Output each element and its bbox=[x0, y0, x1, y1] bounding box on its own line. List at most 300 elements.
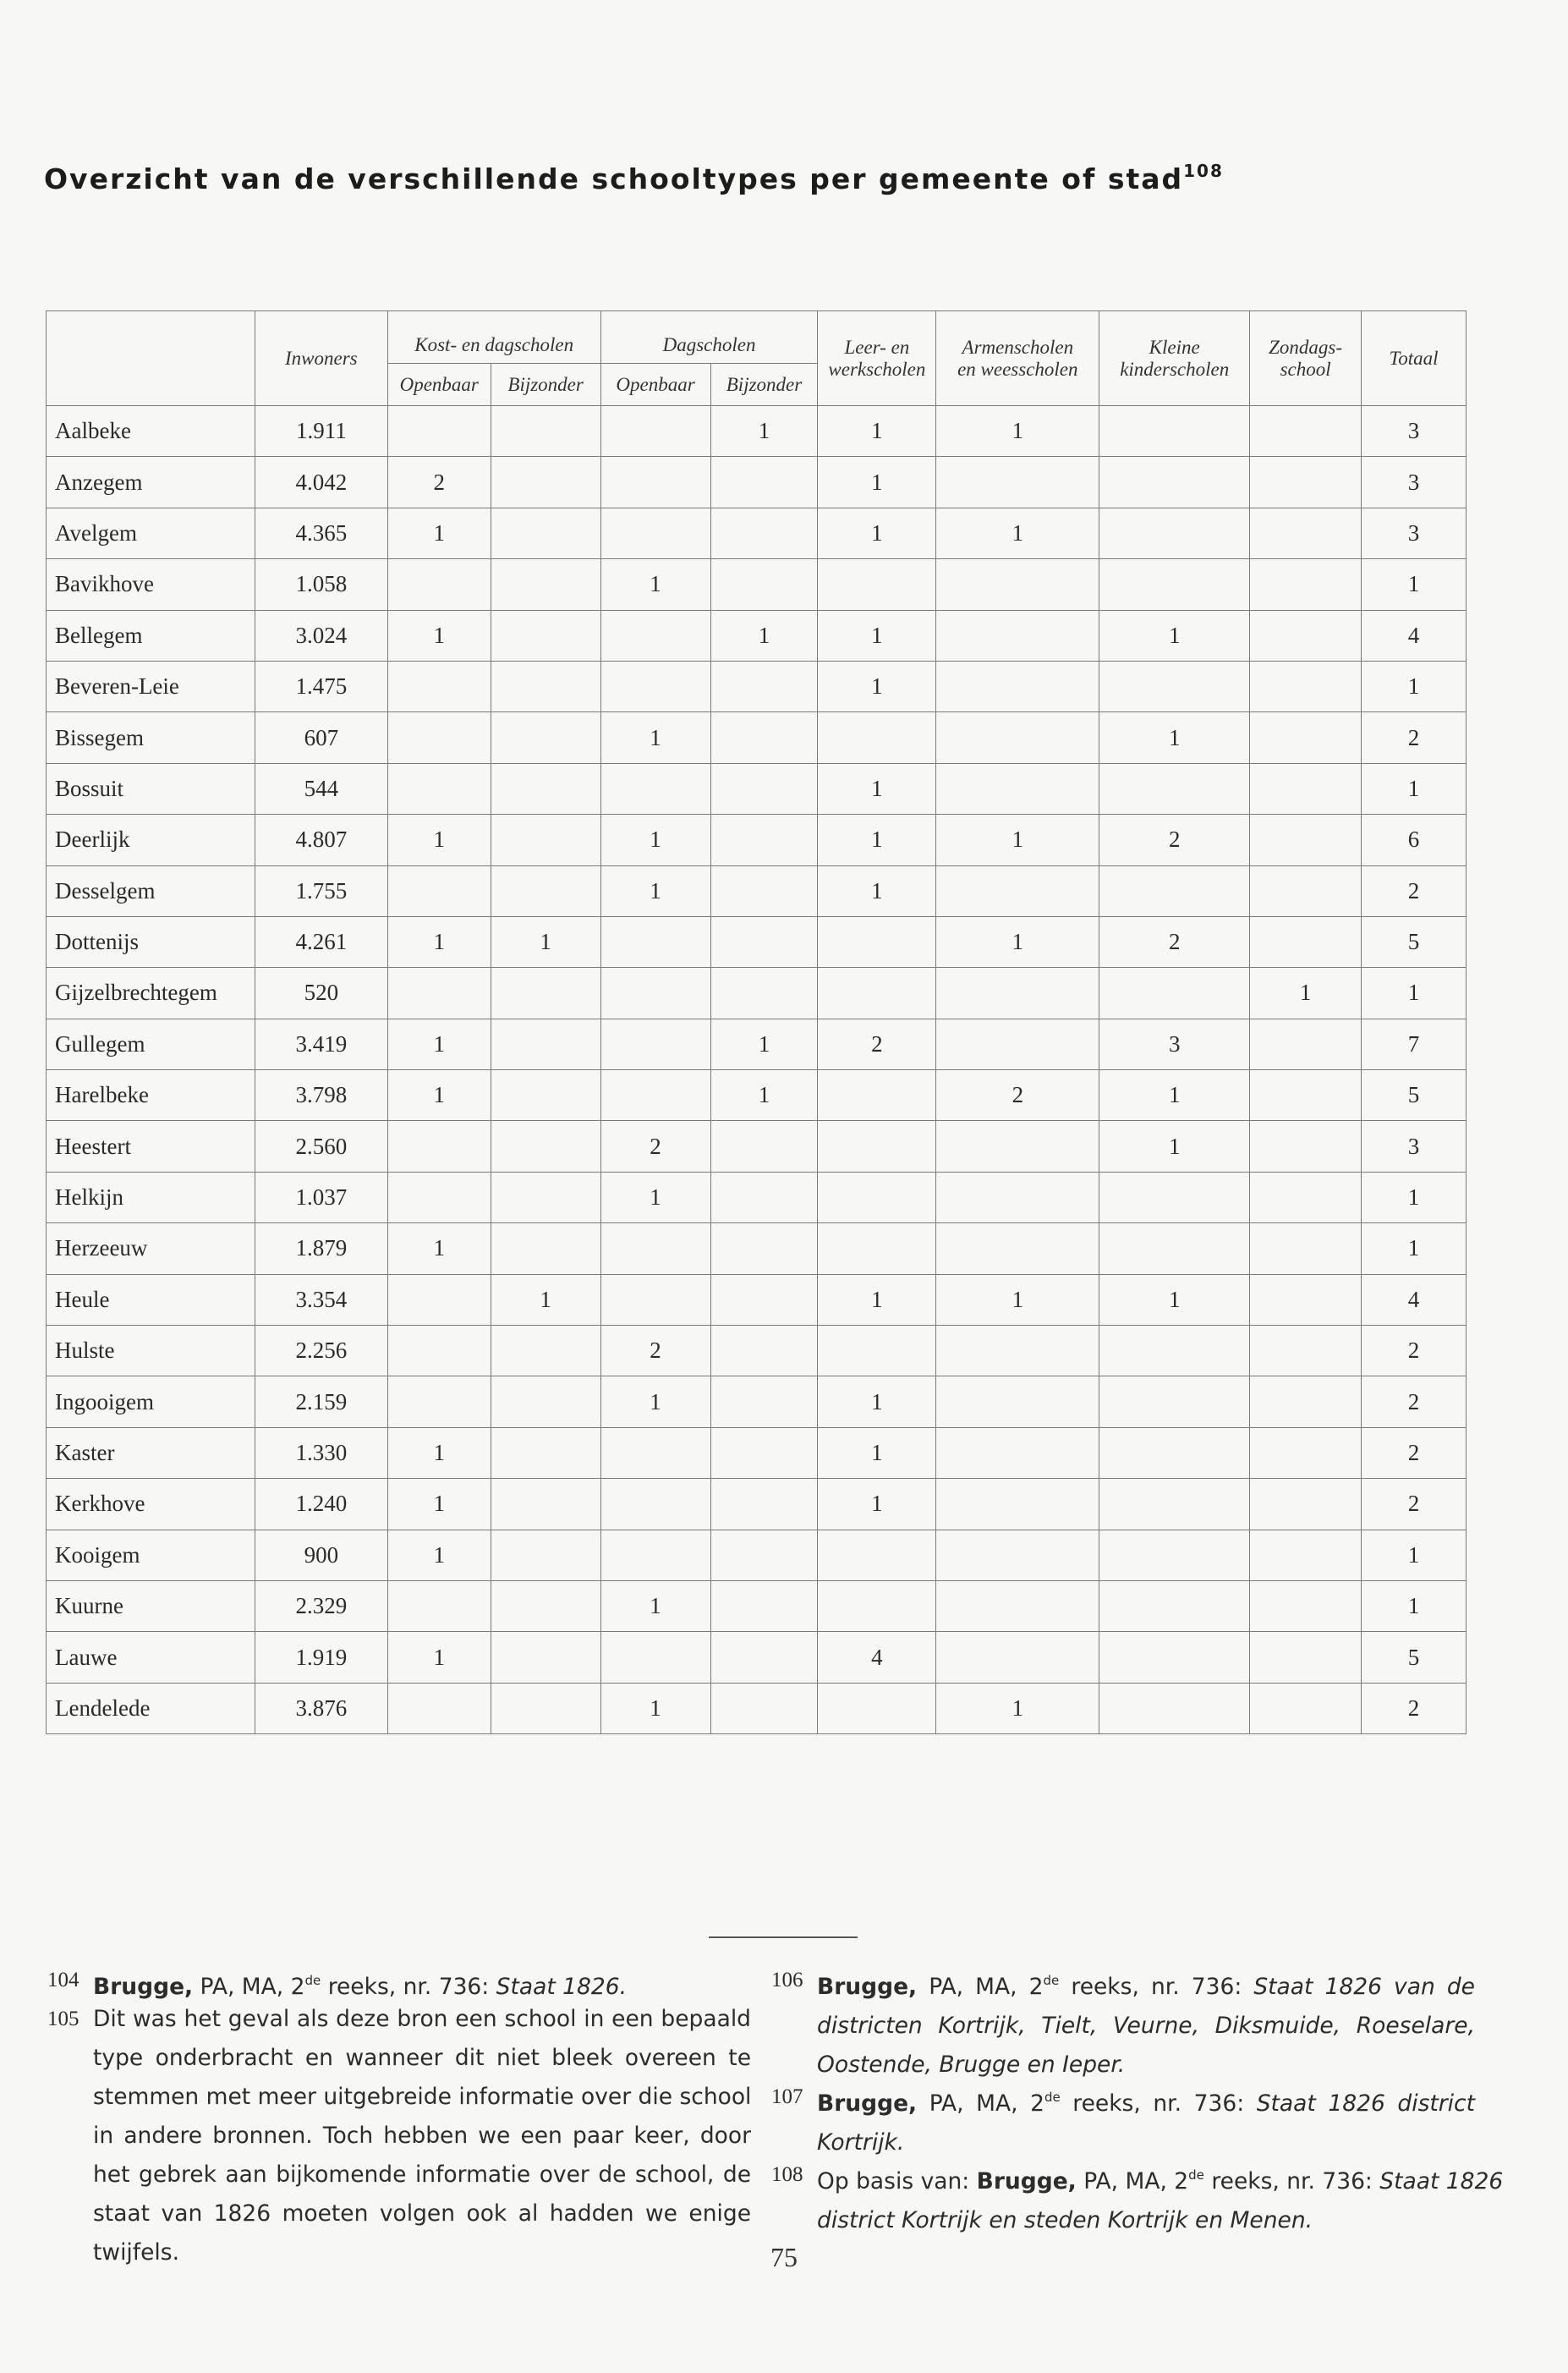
zondagsschool-cell bbox=[1250, 1326, 1362, 1376]
kost-bijzonder-cell bbox=[491, 1632, 600, 1683]
gemeente-cell: Anzegem bbox=[47, 457, 255, 508]
armenscholen-cell bbox=[936, 661, 1099, 711]
footnote-line bbox=[817, 2156, 1504, 2201]
dag-openbaar-cell bbox=[600, 1479, 710, 1530]
kost-openbaar-cell bbox=[387, 968, 491, 1019]
leer-werkscholen-cell bbox=[818, 1530, 936, 1580]
source-name: Brugge, bbox=[817, 2090, 918, 2117]
source-ref: PA, MA, 2 bbox=[193, 1974, 305, 2000]
zondagsschool-cell: 1 bbox=[1250, 968, 1362, 1019]
totaal-cell: 1 bbox=[1362, 1223, 1467, 1274]
leer-werkscholen-cell bbox=[818, 1172, 936, 1222]
kleine-kinderscholen-cell bbox=[1099, 559, 1250, 610]
totaal-cell: 2 bbox=[1362, 1479, 1467, 1530]
leer-werkscholen-cell bbox=[818, 559, 936, 610]
leer-werkscholen-cell: 1 bbox=[818, 1376, 936, 1427]
header-zondag-line1: Zondags- bbox=[1269, 336, 1343, 358]
totaal-cell: 1 bbox=[1362, 968, 1467, 1019]
dag-openbaar-cell bbox=[600, 1223, 710, 1274]
dag-openbaar-cell bbox=[600, 1427, 710, 1478]
zondagsschool-cell bbox=[1250, 1274, 1362, 1325]
zondagsschool-cell bbox=[1250, 1632, 1362, 1683]
inwoners-cell: 2.560 bbox=[255, 1121, 387, 1172]
inwoners-cell: 1.879 bbox=[255, 1223, 387, 1274]
gemeente-cell: Bavikhove bbox=[47, 559, 255, 610]
inwoners-cell: 4.261 bbox=[255, 916, 387, 967]
kleine-kinderscholen-cell: 1 bbox=[1099, 1121, 1250, 1172]
footnote-line bbox=[817, 1961, 1475, 2007]
dag-bijzonder-cell bbox=[710, 1683, 818, 1733]
leer-werkscholen-cell bbox=[818, 1683, 936, 1733]
kleine-kinderscholen-cell bbox=[1099, 406, 1250, 457]
gemeente-cell: Hulste bbox=[47, 1326, 255, 1376]
dag-bijzonder-cell bbox=[710, 968, 818, 1019]
dag-openbaar-cell: 1 bbox=[600, 1376, 710, 1427]
gemeente-cell: Kerkhove bbox=[47, 1479, 255, 1530]
kost-openbaar-cell: 1 bbox=[387, 916, 491, 967]
kost-bijzonder-cell bbox=[491, 763, 600, 814]
table-row bbox=[47, 1121, 1467, 1172]
totaal-cell: 2 bbox=[1362, 1326, 1467, 1376]
gemeente-cell: Ingooigem bbox=[47, 1376, 255, 1427]
header-kleine-line1: Kleine bbox=[1149, 336, 1200, 358]
kost-openbaar-cell bbox=[387, 406, 491, 457]
gemeente-cell: Heule bbox=[47, 1274, 255, 1325]
totaal-cell: 5 bbox=[1362, 1632, 1467, 1683]
table-header bbox=[47, 311, 1467, 406]
kost-bijzonder-cell bbox=[491, 1121, 600, 1172]
kleine-kinderscholen-cell: 1 bbox=[1099, 712, 1250, 763]
totaal-cell: 1 bbox=[1362, 661, 1467, 711]
dag-openbaar-cell: 1 bbox=[600, 815, 710, 865]
table-row bbox=[47, 968, 1467, 1019]
source-ref: PA, MA, 2 bbox=[1076, 2168, 1189, 2194]
kost-openbaar-cell bbox=[387, 1121, 491, 1172]
table-row bbox=[47, 1580, 1467, 1631]
table-row bbox=[47, 916, 1467, 967]
totaal-cell: 5 bbox=[1362, 916, 1467, 967]
footnote-106 bbox=[771, 1961, 1475, 2085]
header-blank bbox=[47, 311, 255, 406]
dag-bijzonder-cell bbox=[710, 1172, 818, 1222]
source-title: Oostende, Brugge en Ieper. bbox=[817, 2052, 1126, 2078]
inwoners-cell: 3.024 bbox=[255, 610, 387, 661]
zondagsschool-cell bbox=[1250, 1427, 1362, 1478]
dag-bijzonder-cell bbox=[710, 763, 818, 814]
totaal-cell: 4 bbox=[1362, 610, 1467, 661]
armenscholen-cell bbox=[936, 1530, 1099, 1580]
table-row bbox=[47, 1530, 1467, 1580]
leer-werkscholen-cell: 1 bbox=[818, 763, 936, 814]
kleine-kinderscholen-cell: 1 bbox=[1099, 610, 1250, 661]
inwoners-cell: 2.329 bbox=[255, 1580, 387, 1631]
footnote-line bbox=[817, 2078, 1475, 2123]
source-ref-cont: reeks, nr. 736: bbox=[1060, 2090, 1257, 2117]
zondagsschool-cell bbox=[1250, 1019, 1362, 1069]
armenscholen-cell bbox=[936, 1172, 1099, 1222]
dag-openbaar-cell bbox=[600, 1530, 710, 1580]
kleine-kinderscholen-cell bbox=[1099, 1326, 1250, 1376]
gemeente-cell: Desselgem bbox=[47, 865, 255, 916]
kleine-kinderscholen-cell bbox=[1099, 1632, 1250, 1683]
armenscholen-cell bbox=[936, 559, 1099, 610]
gemeente-cell: Deerlijk bbox=[47, 815, 255, 865]
inwoners-cell: 1.755 bbox=[255, 865, 387, 916]
footnote-number: 107 bbox=[771, 2085, 803, 2108]
kleine-kinderscholen-cell bbox=[1099, 1427, 1250, 1478]
gemeente-cell: Bossuit bbox=[47, 763, 255, 814]
dag-openbaar-cell: 2 bbox=[600, 1326, 710, 1376]
header-totaal: Totaal bbox=[1362, 311, 1467, 406]
leer-werkscholen-cell bbox=[818, 712, 936, 763]
footnote-divider bbox=[709, 1936, 858, 1938]
inwoners-cell: 607 bbox=[255, 712, 387, 763]
footnote-number: 104 bbox=[47, 1969, 79, 1991]
zondagsschool-cell bbox=[1250, 406, 1362, 457]
inwoners-cell: 1.037 bbox=[255, 1172, 387, 1222]
kleine-kinderscholen-cell bbox=[1099, 865, 1250, 916]
armenscholen-cell bbox=[936, 1223, 1099, 1274]
leer-werkscholen-cell: 1 bbox=[818, 865, 936, 916]
zondagsschool-cell bbox=[1250, 1172, 1362, 1222]
header-dagscholen: Dagscholen bbox=[600, 311, 818, 364]
zondagsschool-cell bbox=[1250, 1121, 1362, 1172]
kost-openbaar-cell bbox=[387, 1683, 491, 1733]
inwoners-cell: 3.419 bbox=[255, 1019, 387, 1069]
totaal-cell: 1 bbox=[1362, 559, 1467, 610]
kost-openbaar-cell bbox=[387, 1580, 491, 1631]
table-row bbox=[47, 712, 1467, 763]
kost-openbaar-cell: 1 bbox=[387, 1632, 491, 1683]
table-row bbox=[47, 1070, 1467, 1121]
dag-bijzonder-cell bbox=[710, 815, 818, 865]
dag-bijzonder-cell: 1 bbox=[710, 1019, 818, 1069]
header-zondagsschool bbox=[1250, 311, 1362, 406]
armenscholen-cell bbox=[936, 1121, 1099, 1172]
dag-bijzonder-cell bbox=[710, 1223, 818, 1274]
kost-openbaar-cell bbox=[387, 865, 491, 916]
kost-openbaar-cell: 1 bbox=[387, 1223, 491, 1274]
footnote-line: Dit was het geval als deze bron een school in een bepaald bbox=[93, 2006, 751, 2032]
leer-werkscholen-cell bbox=[818, 916, 936, 967]
dag-openbaar-cell bbox=[600, 763, 710, 814]
source-title: Staat 1826 bbox=[1379, 2168, 1504, 2194]
source-ref-cont: reeks, nr. 736: bbox=[1059, 1974, 1254, 2000]
armenscholen-cell bbox=[936, 1580, 1099, 1631]
totaal-cell: 2 bbox=[1362, 1683, 1467, 1733]
gemeente-cell: Lendelede bbox=[47, 1683, 255, 1733]
header-kost-en-dagscholen: Kost- en dagscholen bbox=[387, 311, 600, 364]
dag-bijzonder-cell bbox=[710, 1376, 818, 1427]
inwoners-cell: 3.354 bbox=[255, 1274, 387, 1325]
source-title: districten Kortrijk, Tielt, Veurne, Diksmuide, Roeselare, bbox=[817, 2013, 1475, 2039]
gemeente-cell: Gijzelbrechtegem bbox=[47, 968, 255, 1019]
armenscholen-cell bbox=[936, 457, 1099, 508]
inwoners-cell: 3.876 bbox=[255, 1683, 387, 1733]
ordinal-sup: de bbox=[304, 1973, 321, 1988]
dag-openbaar-cell bbox=[600, 968, 710, 1019]
gemeente-cell: Kuurne bbox=[47, 1580, 255, 1631]
dag-openbaar-cell: 1 bbox=[600, 712, 710, 763]
kost-bijzonder-cell bbox=[491, 661, 600, 711]
leer-werkscholen-cell bbox=[818, 1326, 936, 1376]
armenscholen-cell bbox=[936, 712, 1099, 763]
header-dag-bijzonder: Bijzonder bbox=[710, 364, 818, 406]
header-kleine-kinderscholen bbox=[1099, 311, 1250, 406]
kost-openbaar-cell: 1 bbox=[387, 1070, 491, 1121]
footnote-line bbox=[817, 2007, 1475, 2046]
zondagsschool-cell bbox=[1250, 865, 1362, 916]
leer-werkscholen-cell: 1 bbox=[818, 815, 936, 865]
kleine-kinderscholen-cell bbox=[1099, 1479, 1250, 1530]
kleine-kinderscholen-cell: 3 bbox=[1099, 1019, 1250, 1069]
inwoners-cell: 900 bbox=[255, 1530, 387, 1580]
dag-bijzonder-cell bbox=[710, 1632, 818, 1683]
dag-bijzonder-cell bbox=[710, 1530, 818, 1580]
kost-openbaar-cell: 1 bbox=[387, 508, 491, 558]
kost-bijzonder-cell bbox=[491, 968, 600, 1019]
kost-bijzonder-cell: 1 bbox=[491, 916, 600, 967]
table-row bbox=[47, 1427, 1467, 1478]
leer-werkscholen-cell: 4 bbox=[818, 1632, 936, 1683]
zondagsschool-cell bbox=[1250, 559, 1362, 610]
gemeente-cell: Lauwe bbox=[47, 1632, 255, 1683]
kost-openbaar-cell bbox=[387, 763, 491, 814]
totaal-cell: 4 bbox=[1362, 1274, 1467, 1325]
totaal-cell: 1 bbox=[1362, 1530, 1467, 1580]
zondagsschool-cell bbox=[1250, 712, 1362, 763]
totaal-cell: 7 bbox=[1362, 1019, 1467, 1069]
dag-bijzonder-cell bbox=[710, 1121, 818, 1172]
kost-openbaar-cell bbox=[387, 712, 491, 763]
kleine-kinderscholen-cell bbox=[1099, 457, 1250, 508]
kost-bijzonder-cell bbox=[491, 1580, 600, 1631]
zondagsschool-cell bbox=[1250, 1530, 1362, 1580]
kost-openbaar-cell: 1 bbox=[387, 1530, 491, 1580]
armenscholen-cell bbox=[936, 1019, 1099, 1069]
inwoners-cell: 1.240 bbox=[255, 1479, 387, 1530]
title-footnote-ref: 108 bbox=[1183, 161, 1224, 181]
dag-openbaar-cell bbox=[600, 610, 710, 661]
footnote-line bbox=[817, 2201, 1475, 2240]
kleine-kinderscholen-cell bbox=[1099, 1223, 1250, 1274]
header-leer-en-werkscholen bbox=[818, 311, 936, 406]
inwoners-cell: 2.159 bbox=[255, 1376, 387, 1427]
kost-openbaar-cell: 1 bbox=[387, 1019, 491, 1069]
kost-bijzonder-cell bbox=[491, 406, 600, 457]
armenscholen-cell bbox=[936, 763, 1099, 814]
footnote-107 bbox=[771, 2078, 1475, 2162]
totaal-cell: 1 bbox=[1362, 1172, 1467, 1222]
gemeente-cell: Beveren-Leie bbox=[47, 661, 255, 711]
totaal-cell: 2 bbox=[1362, 865, 1467, 916]
kost-bijzonder-cell bbox=[491, 1172, 600, 1222]
zondagsschool-cell bbox=[1250, 763, 1362, 814]
dag-openbaar-cell: 1 bbox=[600, 1683, 710, 1733]
inwoners-cell: 1.058 bbox=[255, 559, 387, 610]
kost-bijzonder-cell bbox=[491, 610, 600, 661]
kost-bijzonder-cell bbox=[491, 559, 600, 610]
dag-bijzonder-cell bbox=[710, 1580, 818, 1631]
source-ref: PA, MA, 2 bbox=[917, 1974, 1044, 2000]
dag-openbaar-cell: 2 bbox=[600, 1121, 710, 1172]
table-row bbox=[47, 1479, 1467, 1530]
table-row bbox=[47, 406, 1467, 457]
kleine-kinderscholen-cell: 2 bbox=[1099, 916, 1250, 967]
kost-bijzonder-cell bbox=[491, 865, 600, 916]
footnote-line: staat van 1826 moeten volgen ook al hadden we enige bbox=[93, 2200, 751, 2227]
table-body bbox=[47, 406, 1467, 1734]
source-ref-cont: reeks, nr. 736: bbox=[321, 1974, 496, 2000]
armenscholen-cell bbox=[936, 1427, 1099, 1478]
kost-bijzonder-cell bbox=[491, 1479, 600, 1530]
kost-openbaar-cell bbox=[387, 661, 491, 711]
dag-openbaar-cell bbox=[600, 916, 710, 967]
gemeente-cell: Bellegem bbox=[47, 610, 255, 661]
source-ref-cont: reeks, nr. 736: bbox=[1203, 2168, 1380, 2194]
armenscholen-cell: 1 bbox=[936, 508, 1099, 558]
kost-openbaar-cell bbox=[387, 1274, 491, 1325]
table-row bbox=[47, 1172, 1467, 1222]
leer-werkscholen-cell: 1 bbox=[818, 1427, 936, 1478]
totaal-cell: 1 bbox=[1362, 763, 1467, 814]
inwoners-cell: 520 bbox=[255, 968, 387, 1019]
header-armen-line2: en weesscholen bbox=[957, 358, 1078, 380]
dag-openbaar-cell bbox=[600, 508, 710, 558]
kost-openbaar-cell: 1 bbox=[387, 1427, 491, 1478]
dag-bijzonder-cell bbox=[710, 712, 818, 763]
kost-openbaar-cell: 2 bbox=[387, 457, 491, 508]
title-text: Overzicht van de verschillende schooltypes per gemeente of stad bbox=[44, 162, 1184, 195]
leer-werkscholen-cell: 1 bbox=[818, 610, 936, 661]
gemeente-cell: Dottenijs bbox=[47, 916, 255, 967]
gemeente-cell: Kooigem bbox=[47, 1530, 255, 1580]
dag-openbaar-cell bbox=[600, 1274, 710, 1325]
kost-bijzonder-cell bbox=[491, 815, 600, 865]
table-row bbox=[47, 508, 1467, 558]
kost-bijzonder-cell bbox=[491, 712, 600, 763]
dag-bijzonder-cell: 1 bbox=[710, 610, 818, 661]
kost-openbaar-cell: 1 bbox=[387, 610, 491, 661]
school-types-table bbox=[46, 310, 1467, 1734]
dag-bijzonder-cell bbox=[710, 1479, 818, 1530]
kleine-kinderscholen-cell bbox=[1099, 1580, 1250, 1631]
source-title: Staat 1826. bbox=[496, 1974, 628, 2000]
dag-openbaar-cell: 1 bbox=[600, 1580, 710, 1631]
header-kost-bijzonder: Bijzonder bbox=[491, 364, 600, 406]
kleine-kinderscholen-cell bbox=[1099, 1172, 1250, 1222]
gemeente-cell: Harelbeke bbox=[47, 1070, 255, 1121]
kost-openbaar-cell: 1 bbox=[387, 1479, 491, 1530]
gemeente-cell: Helkijn bbox=[47, 1172, 255, 1222]
inwoners-cell: 544 bbox=[255, 763, 387, 814]
table-row bbox=[47, 457, 1467, 508]
source-ref: PA, MA, 2 bbox=[917, 2090, 1044, 2117]
gemeente-cell: Aalbeke bbox=[47, 406, 255, 457]
zondagsschool-cell bbox=[1250, 1580, 1362, 1631]
table-row bbox=[47, 815, 1467, 865]
leer-werkscholen-cell: 1 bbox=[818, 457, 936, 508]
armenscholen-cell bbox=[936, 865, 1099, 916]
dag-bijzonder-cell bbox=[710, 508, 818, 558]
footnote-108 bbox=[771, 2156, 1504, 2240]
ordinal-sup: de bbox=[1043, 1973, 1060, 1988]
totaal-cell: 2 bbox=[1362, 1376, 1467, 1427]
armenscholen-cell: 1 bbox=[936, 916, 1099, 967]
kost-openbaar-cell bbox=[387, 559, 491, 610]
armenscholen-cell: 1 bbox=[936, 406, 1099, 457]
header-kost-openbaar: Openbaar bbox=[387, 364, 491, 406]
header-leer-line2: werkscholen bbox=[828, 358, 926, 380]
dag-bijzonder-cell bbox=[710, 865, 818, 916]
dag-openbaar-cell bbox=[600, 457, 710, 508]
inwoners-cell: 1.919 bbox=[255, 1632, 387, 1683]
gemeente-cell: Heestert bbox=[47, 1121, 255, 1172]
leer-werkscholen-cell bbox=[818, 1070, 936, 1121]
zondagsschool-cell bbox=[1250, 1070, 1362, 1121]
inwoners-cell: 4.042 bbox=[255, 457, 387, 508]
dag-openbaar-cell: 1 bbox=[600, 1172, 710, 1222]
source-title: Staat 1826 district bbox=[1256, 2090, 1475, 2117]
footnote-number: 106 bbox=[771, 1969, 803, 1991]
table-row bbox=[47, 1274, 1467, 1325]
zondagsschool-cell bbox=[1250, 916, 1362, 967]
page-number: 75 bbox=[770, 2242, 798, 2272]
dag-openbaar-cell bbox=[600, 1070, 710, 1121]
kleine-kinderscholen-cell: 2 bbox=[1099, 815, 1250, 865]
page-title bbox=[44, 162, 1224, 195]
table-row bbox=[47, 865, 1467, 916]
kost-bijzonder-cell: 1 bbox=[491, 1274, 600, 1325]
dag-bijzonder-cell: 1 bbox=[710, 406, 818, 457]
footnote-line: in andere bronnen. Toch hebben we een paar keer, door bbox=[93, 2123, 751, 2149]
totaal-cell: 1 bbox=[1362, 1580, 1467, 1631]
dag-bijzonder-cell: 1 bbox=[710, 1070, 818, 1121]
source-title: Kortrijk. bbox=[817, 2129, 905, 2156]
zondagsschool-cell bbox=[1250, 1479, 1362, 1530]
leer-werkscholen-cell: 1 bbox=[818, 406, 936, 457]
kost-bijzonder-cell bbox=[491, 1427, 600, 1478]
inwoners-cell: 3.798 bbox=[255, 1070, 387, 1121]
footnote-105 bbox=[47, 2000, 752, 2272]
table-row bbox=[47, 661, 1467, 711]
dag-bijzonder-cell bbox=[710, 661, 818, 711]
header-zondag-line2: school bbox=[1280, 358, 1331, 380]
dag-openbaar-cell bbox=[600, 1019, 710, 1069]
zondagsschool-cell bbox=[1250, 610, 1362, 661]
kost-bijzonder-cell bbox=[491, 1019, 600, 1069]
source-title: district Kortrijk en steden Kortrijk en Menen. bbox=[817, 2207, 1313, 2233]
kost-bijzonder-cell bbox=[491, 1326, 600, 1376]
totaal-cell: 2 bbox=[1362, 712, 1467, 763]
footnote-number: 105 bbox=[47, 2008, 79, 2030]
kost-bijzonder-cell bbox=[491, 457, 600, 508]
kleine-kinderscholen-cell bbox=[1099, 1683, 1250, 1733]
kost-openbaar-cell: 1 bbox=[387, 815, 491, 865]
kleine-kinderscholen-cell: 1 bbox=[1099, 1274, 1250, 1325]
zondagsschool-cell bbox=[1250, 1376, 1362, 1427]
armenscholen-cell bbox=[936, 968, 1099, 1019]
armenscholen-cell: 2 bbox=[936, 1070, 1099, 1121]
inwoners-cell: 1.330 bbox=[255, 1427, 387, 1478]
kleine-kinderscholen-cell bbox=[1099, 763, 1250, 814]
table-row bbox=[47, 610, 1467, 661]
footnote-line: het gebrek aan bijkomende informatie over de school, de bbox=[93, 2162, 751, 2188]
source-title: Staat 1826 van de bbox=[1253, 1974, 1475, 2000]
table-row bbox=[47, 559, 1467, 610]
footnote-prefix: Op basis van: bbox=[817, 2168, 977, 2194]
header-inwoners: Inwoners bbox=[255, 311, 387, 406]
